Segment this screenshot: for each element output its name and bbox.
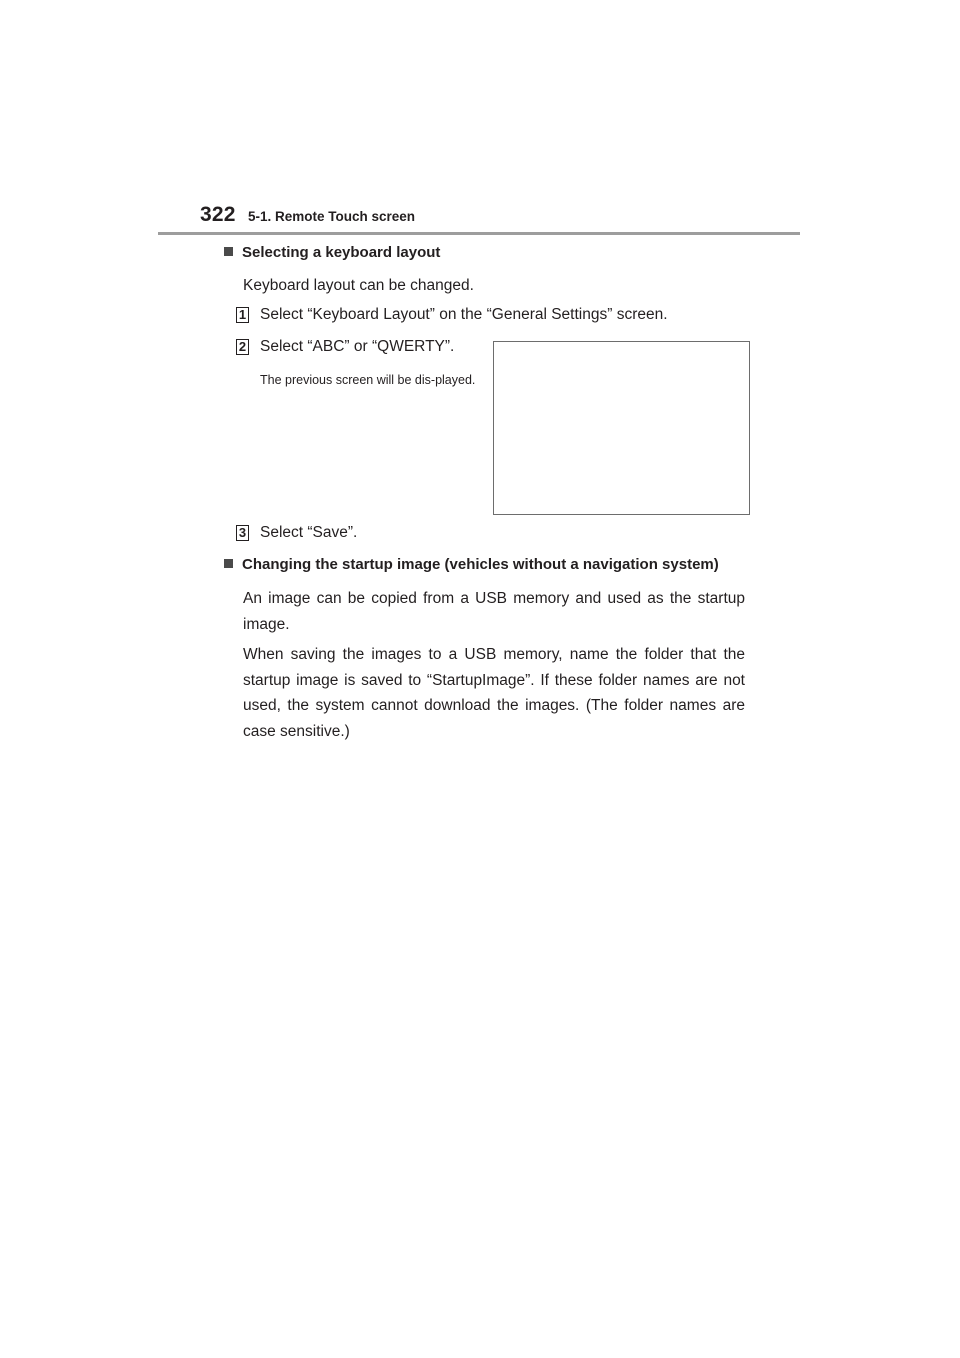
startup-image-heading bbox=[224, 556, 719, 573]
step-text-1: Select “Keyboard Layout” on the “General Settings” screen. bbox=[260, 306, 668, 323]
step-number-2: 2 bbox=[236, 339, 249, 355]
page-number: 322 bbox=[200, 203, 236, 226]
startup-image-paragraph-2: When saving the images to a USB memory, name the folder that the startup image is saved to “StartupImage”. If these folder names are not used, the system cannot download the images. (The folder names are case sensitive.) bbox=[243, 646, 745, 740]
keyboard-layout-heading-text: Selecting a keyboard layout bbox=[242, 244, 441, 261]
screen-illustration-frame bbox=[493, 341, 750, 515]
step-number-3: 3 bbox=[236, 525, 249, 541]
square-bullet-icon bbox=[224, 247, 233, 256]
step-note: The previous screen will be dis-played. bbox=[260, 373, 476, 387]
keyboard-layout-intro: Keyboard layout can be changed. bbox=[243, 277, 474, 294]
startup-image-paragraph-1: An image can be copied from a USB memory and used as the startup image. bbox=[243, 590, 745, 633]
page-header bbox=[200, 203, 800, 233]
header-divider bbox=[158, 232, 800, 235]
step-text-3: Select “Save”. bbox=[260, 524, 358, 541]
startup-image-heading-text: Changing the startup image (vehicles without a navigation system) bbox=[242, 556, 719, 573]
keyboard-layout-heading bbox=[224, 244, 440, 261]
square-bullet-icon bbox=[224, 559, 233, 568]
step-text-2: Select “ABC” or “QWERTY”. bbox=[260, 338, 455, 355]
section-title: 5-1. Remote Touch screen bbox=[248, 209, 416, 224]
step-number-1: 1 bbox=[236, 307, 249, 323]
